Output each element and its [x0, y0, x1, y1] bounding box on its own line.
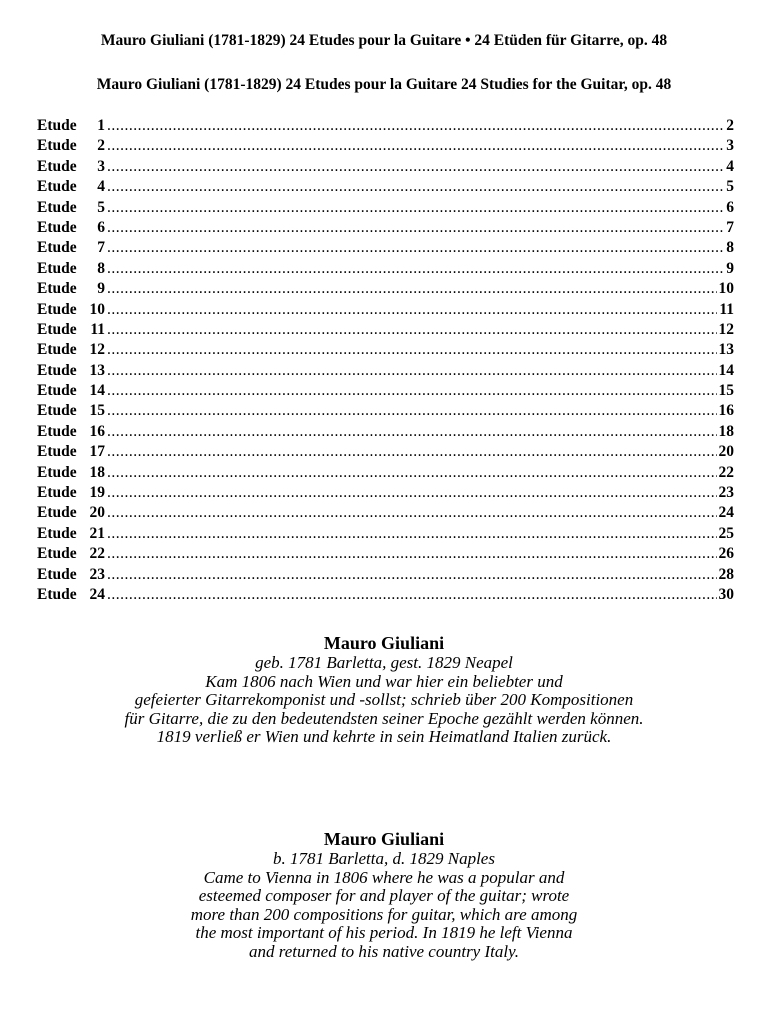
- toc-entry-word: Etude: [37, 300, 77, 318]
- toc-entry-number: 19: [89, 484, 105, 502]
- toc-entry-page: 24: [718, 504, 734, 522]
- toc-entry-label: [37, 422, 105, 442]
- toc-entry-word: Etude: [37, 484, 77, 502]
- bio-german-line: gefeierter Gitarrekomponist und -sollst; schrieb über 200 Kompositionen: [134, 690, 634, 709]
- toc-entry-label: [37, 218, 105, 238]
- toc-entry-page: 9: [726, 259, 734, 277]
- toc-entry-page: 15: [718, 382, 734, 400]
- toc-entry-label: [37, 524, 105, 544]
- table-of-contents: [37, 116, 734, 605]
- toc-row: [37, 483, 734, 503]
- toc-dot-leader: [107, 136, 724, 156]
- bio-english: [0, 828, 768, 961]
- toc-entry-number: 15: [89, 402, 105, 420]
- toc-entry-page: 4: [726, 157, 734, 175]
- toc-entry-number: 2: [97, 137, 105, 155]
- toc-entry-number: 18: [89, 463, 105, 481]
- toc-entry-page: 20: [718, 443, 734, 461]
- toc-dot-leader: [107, 565, 717, 585]
- bio-german-line: 1819 verließ er Wien und kehrte in sein Heimatland Italien zurück.: [156, 727, 612, 746]
- toc-entry-number: 8: [97, 259, 105, 277]
- toc-entry-page: 6: [726, 198, 734, 216]
- toc-entry-page: 13: [718, 341, 734, 359]
- toc-entry-page: 14: [718, 361, 734, 379]
- toc-entry-label: [37, 565, 105, 585]
- toc-entry-word: Etude: [37, 524, 77, 542]
- bio-english-line: the most important of his period. In 1819 he left Vienna: [195, 923, 573, 942]
- toc-entry-page: 10: [718, 280, 734, 298]
- toc-row: [37, 279, 734, 299]
- toc-entry-word: Etude: [37, 463, 77, 481]
- toc-row: [37, 585, 734, 605]
- toc-entry-page: 18: [718, 422, 734, 440]
- toc-entry-label: [37, 136, 105, 156]
- toc-entry-number: 14: [89, 382, 105, 400]
- bio-german-name: Mauro Giuliani: [323, 633, 445, 653]
- toc-row: [37, 565, 734, 585]
- toc-entry-label: [37, 116, 105, 136]
- toc-dot-leader: [107, 401, 717, 421]
- toc-entry-label: [37, 320, 105, 340]
- toc-entry-page: 23: [718, 484, 734, 502]
- toc-dot-leader: [107, 238, 724, 258]
- bio-german-line: Kam 1806 nach Wien und war hier ein beliebter und: [205, 671, 563, 691]
- toc-entry-number: 16: [89, 422, 105, 440]
- bio-english-line: b. 1781 Barletta, d. 1829 Naples: [273, 849, 495, 868]
- toc-entry-number: 17: [89, 443, 105, 461]
- toc-entry-number: 6: [97, 218, 105, 236]
- toc-entry-label: [37, 401, 105, 421]
- toc-entry-number: 5: [97, 198, 105, 216]
- toc-dot-leader: [107, 483, 717, 503]
- toc-entry-label: [37, 340, 105, 360]
- toc-dot-leader: [107, 340, 717, 360]
- toc-entry-word: Etude: [37, 443, 77, 461]
- toc-row: [37, 116, 734, 136]
- toc-entry-label: [37, 300, 105, 320]
- toc-entry-label: [37, 198, 105, 218]
- toc-entry-word: Etude: [37, 280, 77, 298]
- toc-row: [37, 198, 734, 218]
- toc-dot-leader: [107, 320, 717, 340]
- toc-dot-leader: [107, 585, 717, 605]
- toc-dot-leader: [107, 442, 717, 462]
- toc-entry-word: Etude: [37, 545, 77, 563]
- toc-entry-page: 30: [718, 585, 734, 603]
- toc-row: [37, 157, 734, 177]
- toc-entry-word: Etude: [37, 565, 77, 583]
- toc-entry-page: 22: [718, 463, 734, 481]
- bio-german: [0, 632, 768, 747]
- toc-entry-number: 20: [89, 504, 105, 522]
- toc-dot-leader: [107, 503, 717, 523]
- toc-entry-label: [37, 463, 105, 483]
- toc-row: [37, 136, 734, 156]
- toc-row: [37, 401, 734, 421]
- toc-dot-leader: [107, 361, 717, 381]
- toc-entry-label: [37, 279, 105, 299]
- title-line-1: Mauro Giuliani (1781-1829) 24 Etudes pour la Guitare • 24 Etüden für Gitarre, op. 48: [100, 32, 668, 49]
- toc-row: [37, 340, 734, 360]
- toc-entry-page: 11: [719, 300, 734, 318]
- toc-entry-number: 7: [97, 239, 105, 257]
- toc-entry-number: 11: [90, 320, 105, 338]
- toc-entry-label: [37, 503, 105, 523]
- toc-entry-page: 8: [726, 239, 734, 257]
- toc-row: [37, 259, 734, 279]
- toc-row: [37, 320, 734, 340]
- toc-dot-leader: [107, 198, 724, 218]
- toc-entry-number: 1: [97, 117, 105, 134]
- toc-entry-word: Etude: [37, 137, 77, 155]
- toc-entry-label: [37, 381, 105, 401]
- title-line-2: Mauro Giuliani (1781-1829) 24 Etudes pour la Guitare 24 Studies for the Guitar, op. 48: [96, 76, 672, 93]
- toc-dot-leader: [107, 463, 717, 483]
- toc-entry-word: Etude: [37, 585, 77, 603]
- toc-dot-leader: [107, 116, 724, 136]
- toc-entry-word: Etude: [37, 157, 77, 175]
- toc-entry-label: [37, 361, 105, 381]
- toc-row: [37, 524, 734, 544]
- toc-entry-number: 21: [89, 524, 105, 542]
- toc-dot-leader: [107, 381, 717, 401]
- toc-dot-leader: [107, 544, 717, 564]
- toc-row: [37, 177, 734, 197]
- toc-row: [37, 300, 734, 320]
- toc-dot-leader: [107, 524, 717, 544]
- toc-entry-number: 9: [97, 280, 105, 298]
- bio-english-line: and returned to his native country Italy.: [249, 941, 519, 961]
- toc-entry-label: [37, 259, 105, 279]
- toc-entry-word: Etude: [37, 504, 77, 522]
- bio-english-line: Came to Vienna in 1806 where he was a popular and: [203, 867, 565, 887]
- toc-dot-leader: [107, 157, 724, 177]
- toc-entry-page: 3: [726, 137, 734, 155]
- toc-entry-label: [37, 585, 105, 605]
- toc-entry-word: Etude: [37, 117, 77, 134]
- toc-entry-word: Etude: [37, 259, 77, 277]
- toc-row: [37, 381, 734, 401]
- toc-entry-label: [37, 442, 105, 462]
- bio-english-line: more than 200 compositions for guitar, which are among: [190, 904, 578, 924]
- toc-entry-page: 7: [726, 218, 734, 236]
- toc-entry-label: [37, 483, 105, 503]
- toc-entry-page: 25: [718, 524, 734, 542]
- toc-entry-number: 3: [97, 157, 105, 175]
- bio-english-line: esteemed composer for and player of the guitar; wrote: [198, 886, 570, 905]
- toc-row: [37, 544, 734, 564]
- toc-entry-label: [37, 157, 105, 177]
- toc-row: [37, 442, 734, 462]
- toc-entry-word: Etude: [37, 422, 77, 440]
- toc-entry-word: Etude: [37, 320, 77, 338]
- toc-entry-number: 23: [89, 565, 105, 583]
- toc-entry-number: 10: [89, 300, 105, 318]
- toc-entry-word: Etude: [37, 178, 77, 196]
- toc-entry-word: Etude: [37, 382, 77, 400]
- toc-entry-number: 4: [97, 178, 105, 196]
- toc-entry-word: Etude: [37, 402, 77, 420]
- toc-entry-number: 13: [89, 361, 105, 379]
- toc-entry-word: Etude: [37, 341, 77, 359]
- toc-entry-page: 16: [718, 402, 734, 420]
- toc-entry-label: [37, 238, 105, 258]
- toc-row: [37, 218, 734, 238]
- toc-entry-page: 26: [718, 545, 734, 563]
- toc-dot-leader: [107, 218, 724, 238]
- toc-entry-word: Etude: [37, 239, 77, 257]
- toc-row: [37, 463, 734, 483]
- toc-dot-leader: [107, 279, 717, 299]
- toc-dot-leader: [107, 177, 724, 197]
- toc-entry-label: [37, 177, 105, 197]
- toc-entry-label: [37, 544, 105, 564]
- toc-entry-number: 24: [89, 585, 105, 603]
- toc-entry-word: Etude: [37, 198, 77, 216]
- toc-row: [37, 422, 734, 442]
- toc-entry-page: 5: [726, 178, 734, 196]
- bio-english-name: Mauro Giuliani: [323, 829, 445, 849]
- bio-german-line: geb. 1781 Barletta, gest. 1829 Neapel: [255, 653, 513, 672]
- toc-entry-number: 22: [89, 545, 105, 563]
- toc-dot-leader: [107, 422, 717, 442]
- toc-dot-leader: [107, 259, 724, 279]
- toc-entry-page: 12: [718, 320, 734, 338]
- toc-row: [37, 238, 734, 258]
- toc-row: [37, 361, 734, 381]
- toc-entry-number: 12: [89, 341, 105, 359]
- toc-entry-word: Etude: [37, 361, 77, 379]
- bio-german-line: für Gitarre, die zu den bedeutendsten seiner Epoche gezählt werden können.: [124, 708, 644, 728]
- toc-entry-page: 28: [718, 565, 734, 583]
- toc-entry-word: Etude: [37, 218, 77, 236]
- toc-entry-page: 2: [726, 117, 734, 134]
- toc-row: [37, 503, 734, 523]
- toc-dot-leader: [107, 300, 717, 320]
